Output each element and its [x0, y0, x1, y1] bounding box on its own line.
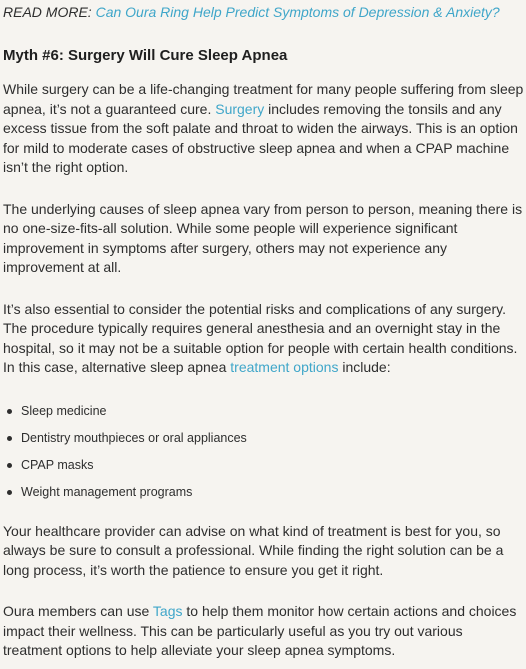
paragraph-text: include: [338, 359, 391, 375]
read-more-line [3, 3, 526, 22]
treatment-options-list [3, 398, 526, 506]
read-more-link[interactable]: Can Oura Ring Help Predict Symptoms of Depression & Anxiety? [95, 4, 500, 20]
paragraph-surgery-intro [3, 80, 526, 178]
list-item [3, 425, 526, 452]
paragraph-text: It’s also essential to consider the potential risks and complications of any surgery. The procedure typically requires general anesthesia and an overnight stay in the hospital, so it may not be a suitable option for people with certain health conditions. In this case, alternative sleep apnea [3, 300, 518, 375]
read-more-prefix: READ MORE: [3, 4, 96, 20]
paragraph-text: includes removing the tonsils and any excess tissue from the soft palate and throat to widen the airways. This is an option for mild to moderate cases of obstructive sleep apnea and when a CPAP machine isn’t the right option. [3, 100, 518, 175]
list-item-label: Sleep medicine [21, 403, 107, 418]
list-item-label: CPAP masks [21, 457, 94, 472]
bullet-icon [7, 409, 12, 414]
treatment-options-link[interactable]: treatment options [230, 359, 339, 375]
list-item-label: Weight management programs [21, 484, 193, 499]
bullet-icon [7, 463, 12, 468]
paragraph-text: While surgery can be a life-changing treatment for many people suffering from sleep apnea, it’s not a guaranteed cure. [3, 81, 524, 117]
paragraph-risks [3, 300, 526, 378]
list-item-label: Dentistry mouthpieces or oral appliances [21, 430, 247, 445]
paragraph-text: Oura members can use [3, 603, 153, 619]
paragraph-consult-provider: Your healthcare provider can advise on what kind of treatment is best for you, so always be sure to consult a professional. While finding the right solution can be a long process, it’s worth the patience to ensure you get it right. [3, 522, 504, 578]
bullet-icon [7, 490, 12, 495]
section-heading: Myth #6: Surgery Will Cure Sleep Apnea [3, 47, 288, 64]
paragraph-underlying-causes: The underlying causes of sleep apnea vary from person to person, meaning there is no one-size-fits-all solution. While some people will experience significant improvement in symptoms after surgery, others may not experience any improvement at all. [3, 200, 523, 275]
list-item [3, 398, 526, 425]
list-item [3, 479, 526, 506]
bullet-icon [7, 436, 12, 441]
paragraph-oura-tags [3, 602, 526, 661]
tags-link[interactable]: Tags [152, 603, 183, 619]
paragraph-text: to help them monitor how certain actions and choices impact their wellness. This can be particularly useful as you try out various treatment options to help alleviate your sleep apnea symptoms. [3, 603, 517, 658]
surgery-link[interactable]: Surgery [215, 100, 265, 117]
list-item [3, 452, 526, 479]
